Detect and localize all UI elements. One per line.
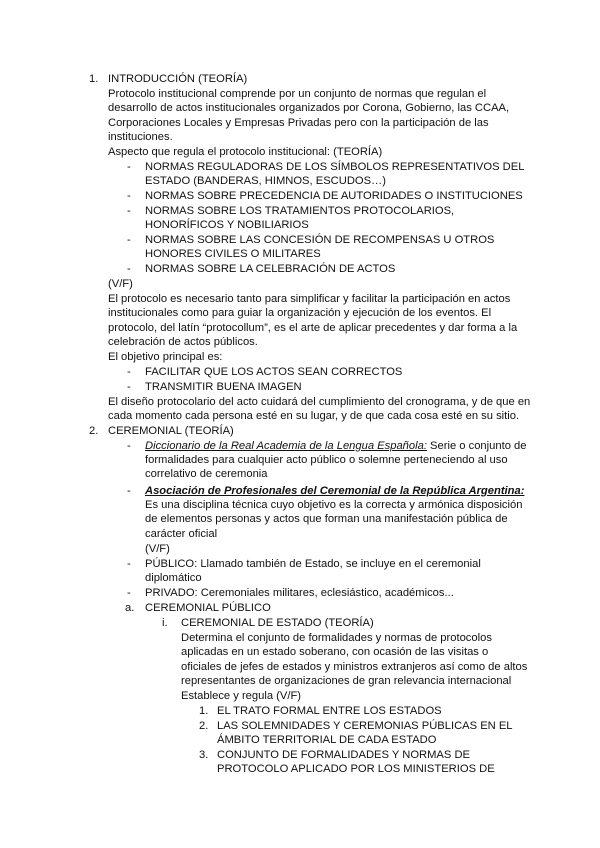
numbered-item-line: ÁMBITO TERRITORIAL DE CADA ESTADO: [217, 734, 437, 746]
bullet-dash: -: [127, 205, 131, 217]
list-item-line: NORMAS REGULADORAS DE LOS SÍMBOLOS REPRESENTATIVOS DEL: [145, 161, 525, 173]
definition-line: Es una disciplina técnica cuyo objetivo es la correcta y armónica disposición: [145, 499, 523, 511]
bullet-dash: -: [127, 558, 131, 570]
vf-marker: (V/F): [145, 543, 170, 555]
definition-source: Diccionario de la Real Academia de la Lengua Española:: [145, 440, 427, 452]
list-item-line: diplomático: [145, 572, 202, 584]
list-item-line: TRANSMITIR BUENA IMAGEN: [145, 381, 302, 393]
list-item-line: NORMAS SOBRE LOS TRATAMIENTOS PROTOCOLARIOS,: [145, 205, 455, 217]
bullet-dash: -: [127, 263, 131, 275]
definition-line: de elementos personas y actos que forman una manifestación pública de: [145, 513, 508, 525]
sublist-label-a: a.: [125, 602, 135, 614]
definition-text: Serie o conjunto de: [426, 440, 527, 452]
bullet-dash: -: [127, 381, 131, 393]
bullet-dash: -: [127, 190, 131, 202]
list-item-line: FACILITAR QUE LOS ACTOS SEAN CORRECTOS: [145, 366, 403, 378]
list-item-line: PÚBLICO: Llamado también de Estado, se incluye en el ceremonial: [145, 558, 481, 570]
definition-line: carácter oficial: [145, 528, 218, 540]
vf-marker: (V/F): [108, 278, 133, 290]
list-item-line: HONORÍFICOS Y NOBILIARIOS: [145, 219, 309, 231]
paragraph-line: representantes de organizaciones de gran relevancia internacional: [181, 675, 512, 687]
list-item-line: NORMAS SOBRE PRECEDENCIA DE AUTORIDADES O INSTITUCIONES: [145, 190, 523, 202]
regula-heading: Establece y regula (V/F): [181, 690, 302, 702]
definition-line: formalidades para cualquier acto público o solemne perteneciendo al uso: [145, 454, 508, 466]
section-1-title: INTRODUCCIÓN (TEORÍA): [108, 73, 248, 85]
bullet-dash: -: [127, 587, 131, 599]
bullet-dash: -: [127, 366, 131, 378]
section-2-title: CEREMONIAL (TEORÍA): [108, 425, 234, 437]
paragraph-line: El diseño protocolario del acto cuidará del cumplimiento del cronograma, y de que en: [108, 396, 531, 408]
section-1-number: 1.: [89, 73, 99, 85]
definition-line: [145, 439, 526, 453]
objective-heading: El objetivo principal es:: [108, 351, 223, 363]
numbered-label: 1.: [199, 705, 209, 717]
paragraph-line: Corporaciones Locales y Empresas Privadas pero con la participación de las: [108, 117, 489, 129]
numbered-item-line: PROTOCOLO APLICADO POR LOS MINISTERIOS DE: [217, 763, 495, 775]
paragraph-line: protocolo, del latín “protocollum”, es el arte de aplicar precedentes y dar forma a la: [108, 322, 518, 334]
numbered-label: 2.: [199, 720, 209, 732]
definition-source: Asociación de Profesionales del Ceremonial de la República Argentina:: [145, 485, 525, 497]
subsection-title: CEREMONIAL PÚBLICO: [145, 602, 271, 614]
bullet-dash: -: [127, 440, 131, 452]
paragraph-line: Protocolo institucional comprende por un conjunto de normas que regulan el: [108, 88, 487, 100]
sublist-label-i: i.: [162, 617, 168, 629]
bullet-dash: -: [127, 485, 131, 497]
bullet-dash: -: [127, 161, 131, 173]
definition-line: correlativo de ceremonia: [145, 468, 268, 480]
list-item-line: PRIVADO: Ceremoniales militares, eclesiástico, académicos...: [145, 587, 454, 599]
list-item-line: HONORES CIVILES O MILITARES: [145, 248, 321, 260]
section-2-number: 2.: [89, 425, 99, 437]
numbered-label: 3.: [199, 749, 209, 761]
subsection-title: CEREMONIAL DE ESTADO (TEORÍA): [181, 617, 374, 629]
paragraph-line: instituciones.: [108, 131, 173, 143]
numbered-item-line: LAS SOLEMNIDADES Y CEREMONIAS PÚBLICAS EN EL: [217, 720, 513, 732]
list-item-line: NORMAS SOBRE LA CELEBRACIÓN DE ACTOS: [145, 263, 396, 275]
paragraph-line: aplicadas en un estado soberano, con ocasión de las visitas o: [181, 646, 489, 658]
bullet-dash: -: [127, 234, 131, 246]
paragraph-line: cada momento cada persona esté en su lugar, y de que cada cosa esté en su sitio.: [108, 410, 520, 422]
paragraph-line: institucionales como para guiar la organización y ejecución de los eventos. El: [108, 307, 492, 319]
list-item-line: ESTADO (BANDERAS, HIMNOS, ESCUDOS…): [145, 175, 386, 187]
paragraph-line: desarrollo de actos institucionales organizados por Corona, Gobierno, las CCAA,: [108, 102, 510, 114]
paragraph-line: Determina el conjunto de formalidades y normas de protocolos: [181, 632, 492, 644]
list-item-line: NORMAS SOBRE LAS CONCESIÓN DE RECOMPENSAS U OTROS: [145, 234, 495, 246]
aspect-heading: Aspecto que regula el protocolo institucional: (TEORÍA): [108, 146, 383, 158]
numbered-item-line: CONJUNTO DE FORMALIDADES Y NORMAS DE: [217, 749, 471, 761]
paragraph-line: celebración de actos públicos.: [108, 336, 258, 348]
paragraph-line: oficiales de jefes de estados y ministros extranjeros así como de altos: [181, 661, 528, 673]
numbered-item-line: EL TRATO FORMAL ENTRE LOS ESTADOS: [217, 705, 442, 717]
paragraph-line: El protocolo es necesario tanto para simplificar y facilitar la participación en actos: [108, 293, 511, 305]
